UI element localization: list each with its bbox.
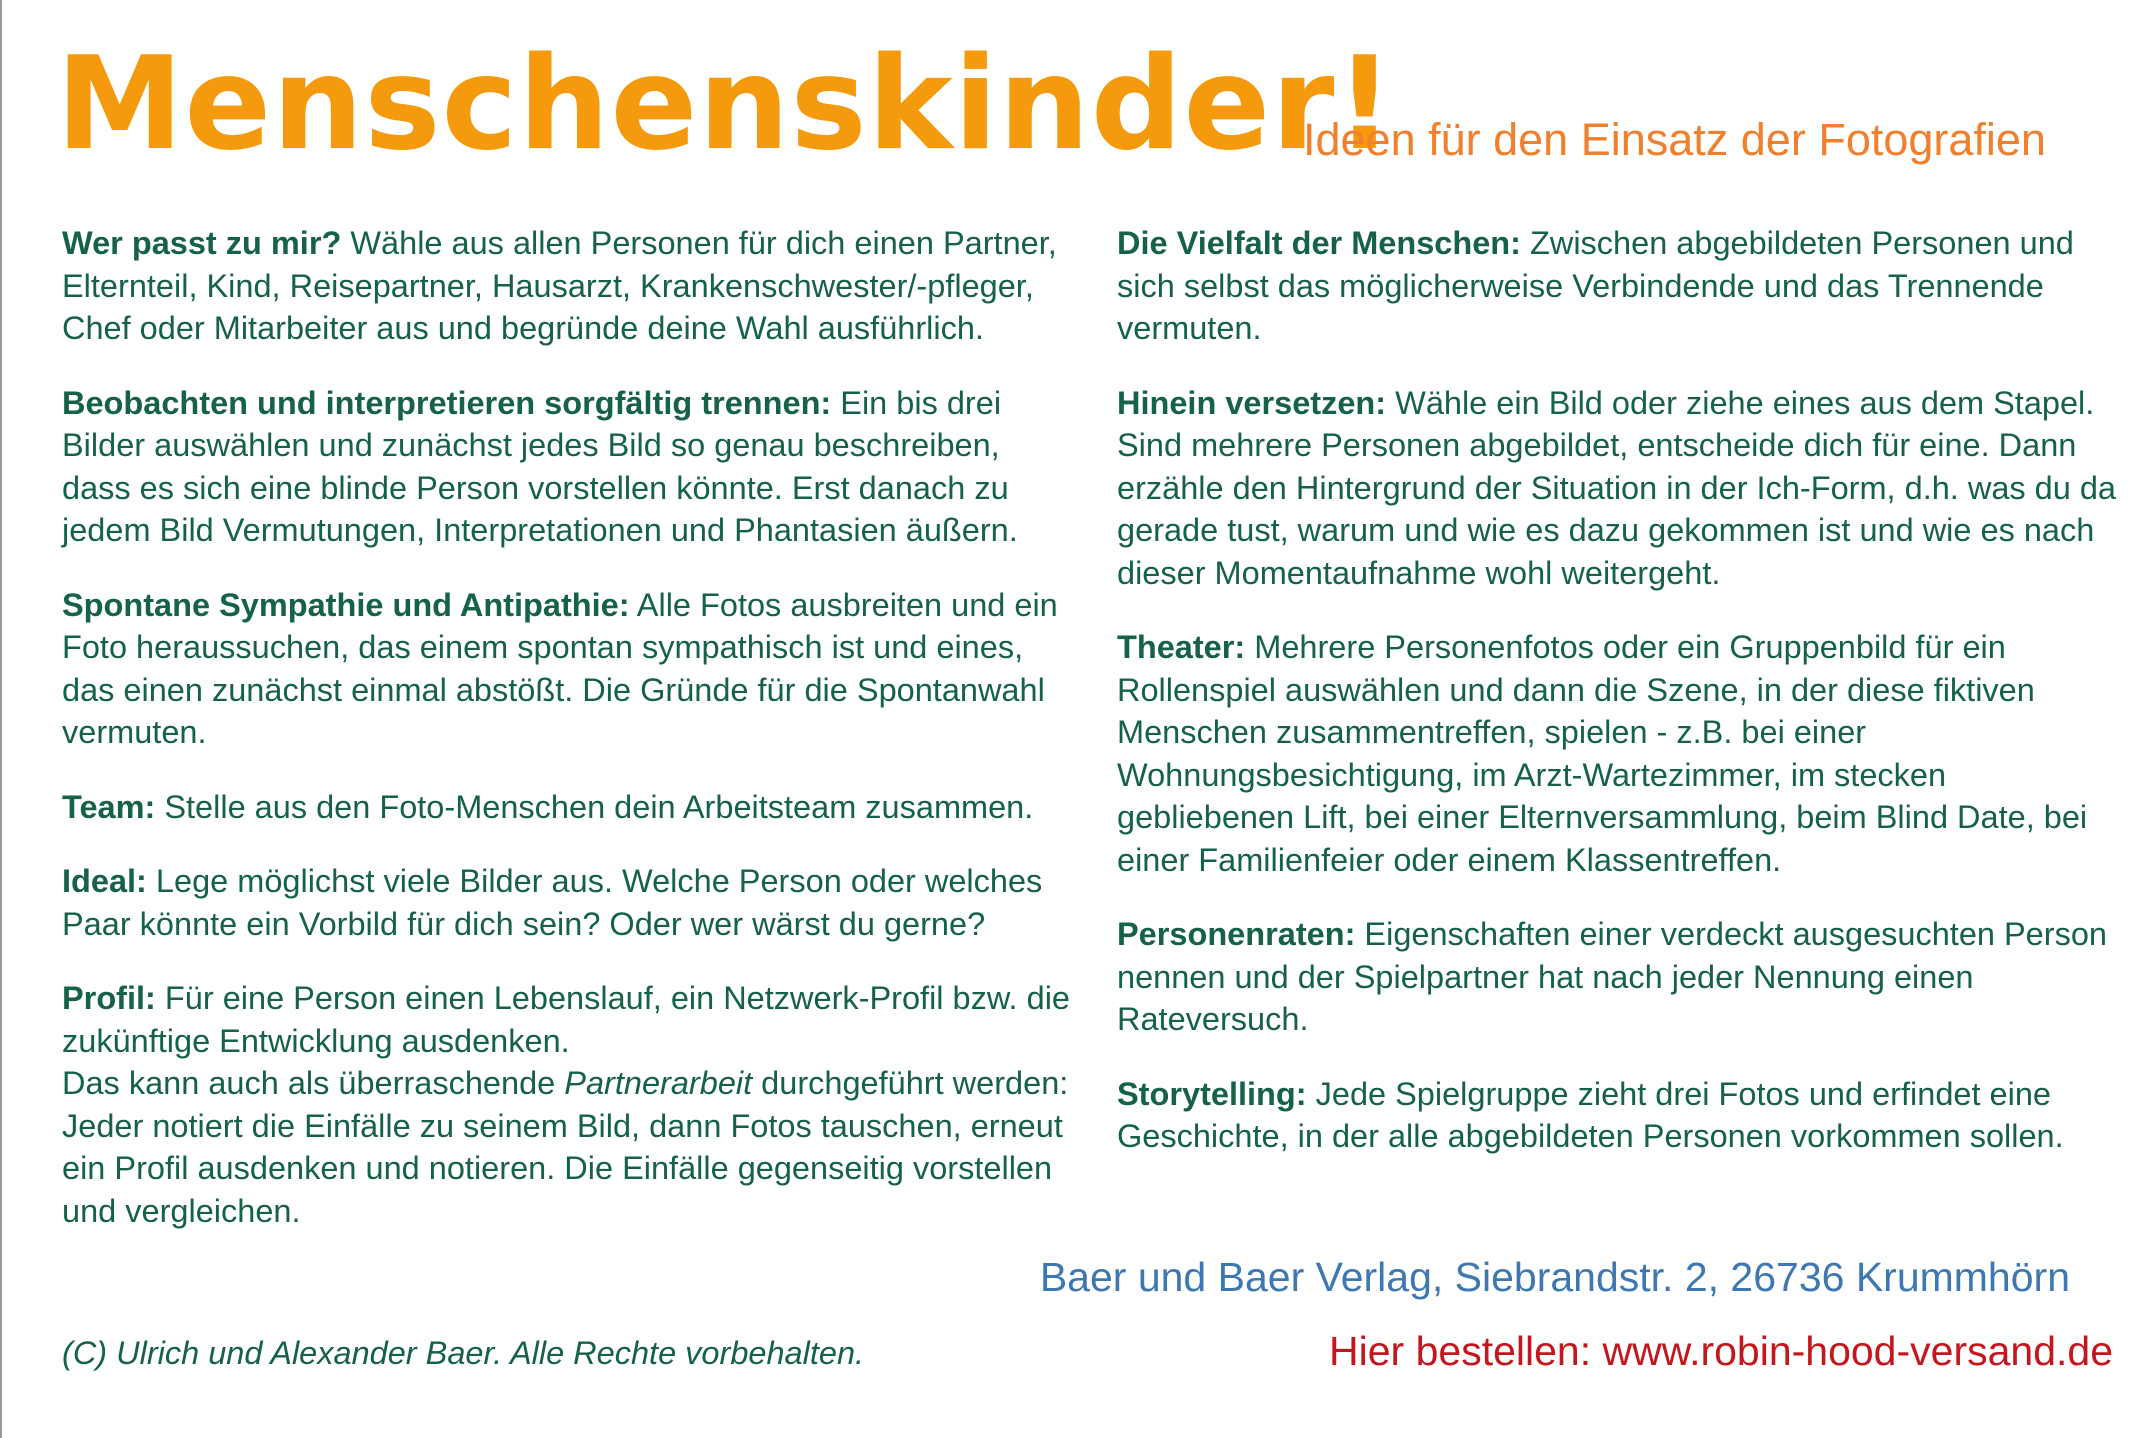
idea-team — [62, 786, 1072, 829]
idea-heading: Profil: — [62, 980, 156, 1016]
idea-heading: Theater: — [1117, 629, 1246, 665]
idea-text: Für eine Person einen Lebenslauf, ein Netzwerk-Profil bzw. die zukünftige Entwicklung ausdenken. — [62, 980, 1070, 1059]
page-subtitle: Ideen für den Einsatz der Fotografien — [1303, 114, 2046, 165]
right-column — [1117, 222, 2127, 1190]
idea-text: Wähle aus allen Personen für dich einen Partner, Elternteil, Kind, Reisepartner, Hausarzt, Krankenschwester/-pfleger, Chef oder Mitarbeiter aus und begründe deine Wahl ausführlich. — [62, 225, 1057, 346]
idea-emphasis: Partnerarbeit — [564, 1065, 753, 1101]
idea-profil — [62, 977, 1072, 1232]
idea-personenraten — [1117, 913, 2127, 1041]
idea-beobachten — [62, 382, 1072, 552]
idea-text: Alle Fotos ausbreiten und ein Foto heraussuchen, das einem spontan sympathisch ist und eines, das einen zunächst einmal abstößt. Die Gründe für die Spontanwahl vermuten. — [62, 586, 1058, 750]
page-title: Menschenskinder! — [56, 30, 1395, 179]
order-link[interactable]: Hier bestellen: www.robin-hood-versand.de — [1329, 1328, 2113, 1374]
idea-text: Jede Spielgruppe zieht drei Fotos und erfindet eine Geschichte, in der alle abgebildeten Personen vorkommen sollen. — [1117, 1075, 2064, 1154]
idea-text: Lege möglichst viele Bilder aus. Welche Person oder welches Paar könnte ein Vorbild für dich sein? Oder wer wärst du gerne? — [62, 863, 1043, 942]
idea-heading: Spontane Sympathie und Antipathie: — [62, 586, 630, 623]
idea-heading: Ideal: — [62, 863, 147, 899]
idea-theater — [1117, 626, 2127, 881]
page-left-border — [0, 0, 2, 1438]
idea-text: Das kann auch als überraschende — [62, 1065, 565, 1101]
idea-heading: Personenraten: — [1117, 916, 1356, 952]
idea-text: Wähle ein Bild oder ziehe eines aus dem Stapel. Sind mehrere Personen abgebildet, entscheide dich für eine. Dann erzähle den Hintergrund der Situation in der Ich-Form, d.h. was du da gerade tust, warum und wie es dazu gekommen ist und wie es nach dieser Momentaufnahme wohl weitergeht. — [1117, 384, 2117, 591]
idea-hinein-versetzen — [1117, 382, 2127, 595]
idea-heading: Team: — [62, 788, 156, 825]
idea-text: durchgeführt werden: Jeder notiert die Einfälle zu seinem Bild, dann Fotos tauschen, erneut ein Profil ausdenken und notieren. Die Einfälle gegenseitig vorstellen und vergleichen. — [62, 1065, 1069, 1229]
idea-ideal — [62, 860, 1072, 945]
left-column — [62, 222, 1072, 1264]
idea-wer-passt — [62, 222, 1072, 350]
idea-text: Zwischen abgebildeten Personen und sich selbst das möglicherweise Verbindende und das Trennende vermuten. — [1117, 225, 2074, 346]
idea-text: Ein bis drei Bilder auswählen und zunächst jedes Bild so genau beschreiben, dass es sich eine blinde Person vorstellen könnte. Erst danach zu jedem Bild Vermutungen, Interpretationen und Phantasien äußern. — [62, 384, 1018, 548]
idea-heading: Die Vielfalt der Menschen: — [1117, 225, 1521, 261]
idea-vielfalt — [1117, 222, 2127, 350]
idea-text: Eigenschaften einer verdeckt ausgesuchten Person nennen und der Spielpartner hat nach jeder Nennung einen Rateversuch. — [1117, 916, 2107, 1037]
idea-text: Mehrere Personenfotos oder ein Gruppenbild für ein Rollenspiel auswählen und dann die Szene, in der diese fiktiven Menschen zusammentreffen, spielen - z.B. bei einer Wohnungsbesichtigung, im Arzt-Wartezimmer, im stecken gebliebenen Lift, bei einer Elternversammlung, beim Blind Date, bei einer Familienfeier oder einem Klassentreffen. — [1117, 629, 2088, 878]
idea-heading: Wer passt zu mir? — [62, 225, 342, 261]
copyright-notice: (C) Ulrich und Alexander Baer. Alle Rechte vorbehalten. — [62, 1335, 865, 1371]
idea-storytelling — [1117, 1073, 2127, 1158]
idea-heading: Hinein versetzen: — [1117, 384, 1387, 421]
idea-text: Stelle aus den Foto-Menschen dein Arbeitsteam zusammen. — [155, 788, 1034, 825]
idea-sympathie — [62, 584, 1072, 754]
idea-heading: Storytelling: — [1117, 1075, 1307, 1112]
idea-heading: Beobachten und interpretieren sorgfältig trennen: — [62, 384, 832, 421]
publisher-address: Baer und Baer Verlag, Siebrandstr. 2, 26736 Krummhörn — [1039, 1254, 2070, 1300]
